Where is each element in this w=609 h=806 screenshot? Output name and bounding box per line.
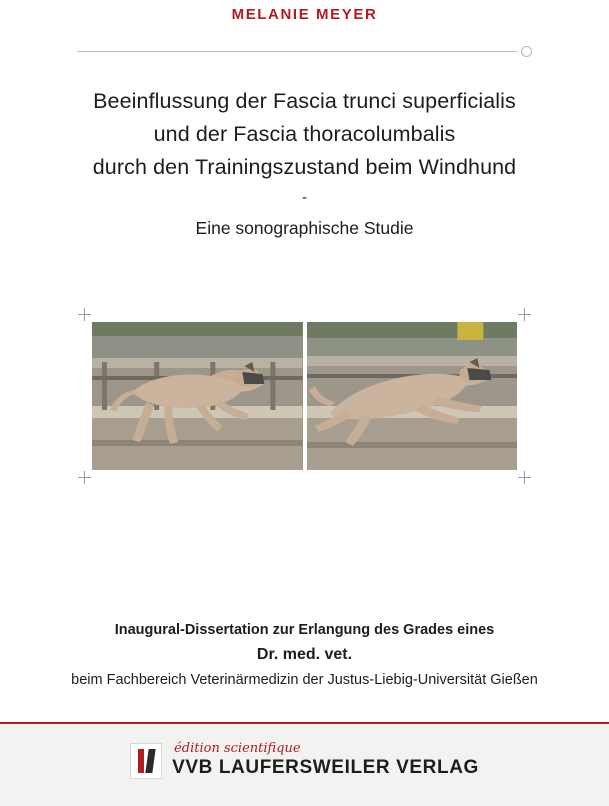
publisher-text — [172, 742, 479, 779]
crop-mark-bottom-right-icon — [518, 471, 531, 484]
publisher-block — [0, 742, 609, 779]
crop-mark-top-right-icon — [518, 308, 531, 321]
author-name: MELANIE MEYER — [231, 6, 378, 23]
rule-end-circle-icon — [521, 46, 532, 57]
title-separator-dash: - — [302, 189, 307, 206]
degree-line-3: beim Fachbereich Veterinärmedizin der Justus-Liebig-Universität Gießen — [71, 672, 538, 688]
photo-greyhound-right — [307, 322, 518, 470]
title-block — [0, 85, 609, 242]
rule-line — [77, 51, 517, 52]
cover-figure — [92, 322, 517, 470]
photo-pair — [92, 322, 517, 470]
crop-mark-bottom-left-icon — [78, 471, 91, 484]
degree-line-1: Inaugural-Dissertation zur Erlangung des Grades eines — [114, 622, 495, 638]
book-cover-page — [0, 6, 609, 806]
title-line-1: Beeinflussung der Fascia trunci superficialis — [93, 89, 516, 113]
degree-line-2: Dr. med. vet. — [256, 646, 353, 663]
title-line-2: und der Fascia thoracolumbalis — [153, 122, 456, 146]
publisher-name: VVB LAUFERSWEILER VERLAG — [172, 757, 479, 778]
vvb-logo-icon — [130, 743, 162, 779]
decorative-rule — [77, 45, 532, 59]
crop-mark-top-left-icon — [78, 308, 91, 321]
title-line-3: durch den Trainingszustand beim Windhund — [92, 155, 517, 179]
subtitle: Eine sonographische Studie — [195, 218, 414, 238]
publisher-imprint: édition scientifique — [174, 741, 301, 756]
degree-block — [0, 618, 609, 692]
photo-greyhound-left — [92, 322, 303, 470]
